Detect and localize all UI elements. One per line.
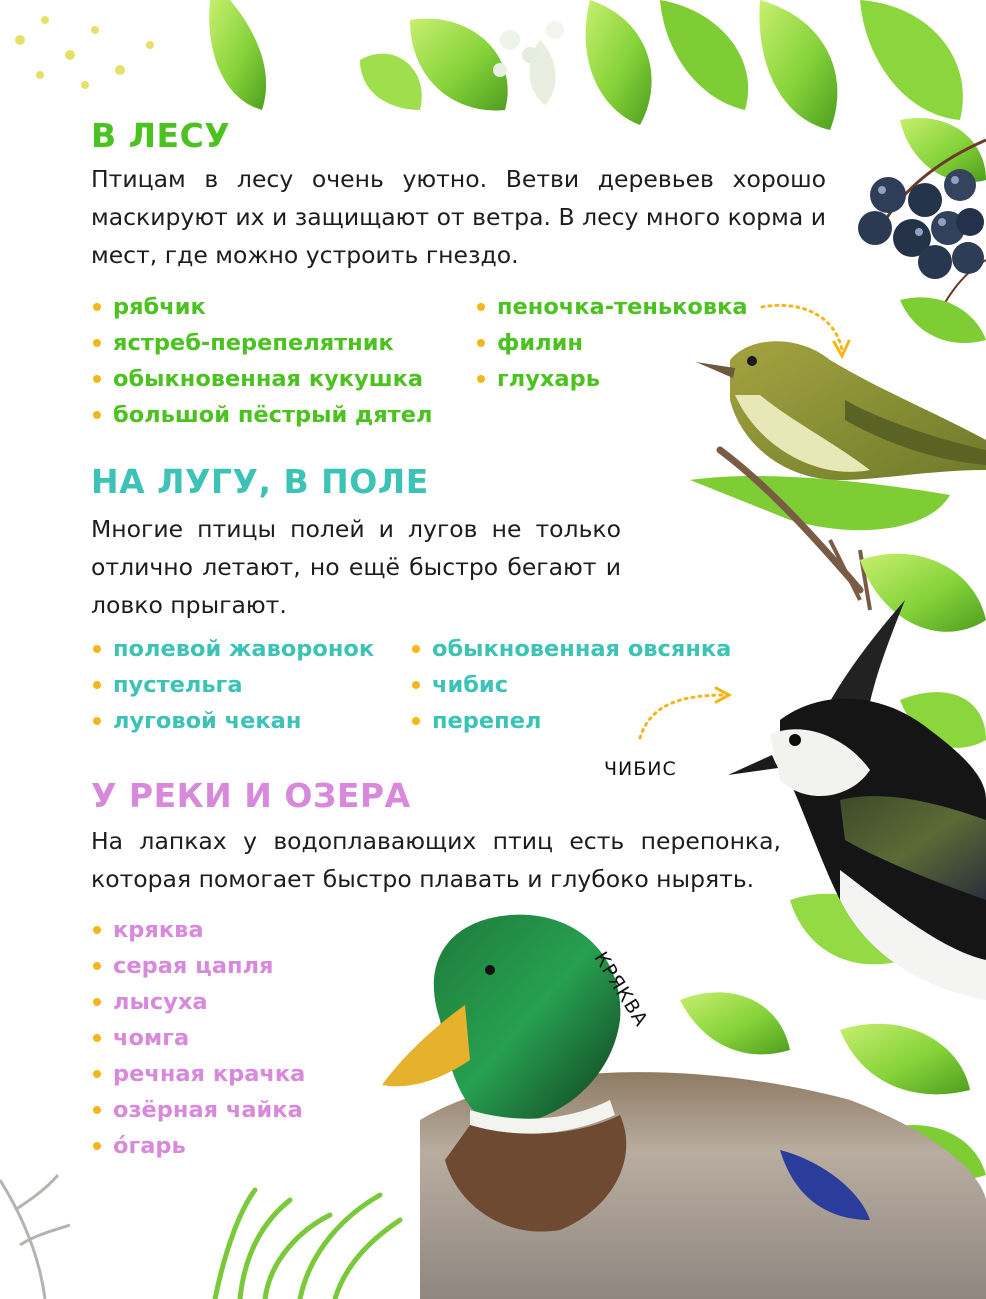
list-item: полевой жаворонок	[91, 631, 374, 667]
river-heading: У РЕКИ И ОЗЕРА	[91, 776, 411, 815]
list-item: чибис	[410, 667, 731, 703]
list-item: обыкновенная кукушка	[91, 361, 432, 397]
forest-description: Птицам в лесу очень уютно. Ветви деревьев хорошо маскируют их и защищают от ветра. В лесу много корма и мест, где можно устроить гнездо.	[91, 165, 826, 269]
list-item: пеночка-теньковка	[475, 289, 748, 325]
meadow-heading: НА ЛУГУ, В ПОЛЕ	[91, 462, 429, 501]
list-item: лысуха	[91, 984, 305, 1020]
list-item: серая цапля	[91, 948, 305, 984]
river-description: На лапках у водоплавающих птиц есть перепонка, которая помогает быстро плавать и глубоко нырять.	[91, 827, 781, 893]
list-item: о́гарь	[91, 1128, 305, 1164]
forest-heading: В ЛЕСУ	[91, 116, 231, 155]
meadow-description: Многие птицы полей и лугов не только отлично летают, но ещё быстро бегают и ловко прыгают.	[91, 515, 621, 619]
meadow-bird-list-right	[410, 631, 731, 739]
river-bird-list	[91, 912, 305, 1164]
list-item: филин	[475, 325, 748, 361]
list-item: ястреб-перепелятник	[91, 325, 432, 361]
list-item: рябчик	[91, 289, 432, 325]
mallard-caption: КРЯКВА	[589, 948, 653, 1031]
list-item: обыкновенная овсянка	[410, 631, 731, 667]
meadow-bird-list-left	[91, 631, 374, 739]
list-item: глухарь	[475, 361, 748, 397]
list-item: большой пёстрый дятел	[91, 397, 432, 433]
lapwing-caption: ЧИБИС	[604, 758, 677, 780]
list-item: речная крачка	[91, 1056, 305, 1092]
list-item: кряква	[91, 912, 305, 948]
list-item: пустельга	[91, 667, 374, 703]
forest-bird-list-left	[91, 289, 432, 433]
list-item: чомга	[91, 1020, 305, 1056]
list-item: перепел	[410, 703, 731, 739]
forest-bird-list-right	[475, 289, 748, 397]
list-item: луговой чекан	[91, 703, 374, 739]
list-item: озёрная чайка	[91, 1092, 305, 1128]
